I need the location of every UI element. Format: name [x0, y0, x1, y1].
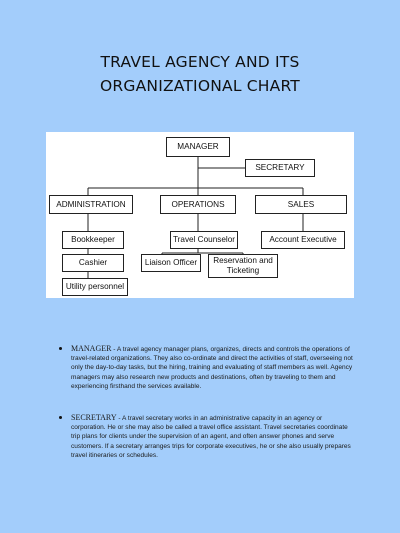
box-manager: [166, 137, 230, 157]
description-manager-text: - A travel agency manager plans, organizes, directs and controls the operations of travel-related organizations. They also co-ordinate and direct the activities of staff, overseeing not only the day-to-day tasks, but the hiring, training and evaluating of staff members as well. Agency managers may also research new products and destinations, often by traveling to them and experiencing firsthand the services available.: [71, 346, 353, 390]
box-secretary: [245, 159, 315, 177]
box-administration-label: ADMINISTRATION: [56, 199, 126, 209]
role-descriptions: [58, 344, 354, 482]
box-bookkeeper-label: Bookkeeper: [71, 235, 115, 244]
box-reservation-label-line-2: Ticketing: [226, 266, 260, 275]
description-secretary-text: - A travel secretary works in an administrative capacity in an agency or corporation. He or she may also be called a travel office assistant. Travel secretaries coordinate trip plans for clients under the supervision of an agent, and often answer phones and serve customers. If a secretary arranges trips for corporate executives, he or she also usually prepares travel itineraries or schedules.: [71, 415, 351, 459]
page-title: [0, 50, 400, 98]
description-manager-term: MANAGER: [71, 344, 112, 353]
box-administration: [49, 195, 133, 214]
title-line-2: ORGANIZATIONAL CHART: [100, 77, 300, 95]
description-manager: [58, 344, 354, 391]
description-secretary-term: SECRETARY: [71, 413, 117, 423]
box-utility-personnel: [62, 278, 128, 296]
box-operations-label: OPERATIONS: [171, 199, 225, 209]
box-liaison-officer: [141, 254, 201, 272]
bullet-dot: [59, 347, 62, 350]
box-reservation-ticketing: [208, 254, 278, 278]
box-cashier: [62, 254, 124, 272]
box-sales: [255, 195, 347, 214]
box-travel-counselor: [170, 231, 238, 249]
box-liaison-officer-label: Liaison Officer: [144, 258, 198, 267]
box-sales-label: SALES: [287, 199, 315, 209]
box-account-executive-label: Account Executive: [269, 235, 337, 244]
box-reservation-label-line-1: Reservation and: [213, 256, 273, 265]
box-manager-label: MANAGER: [177, 142, 219, 151]
box-utility-personnel-label: Utility personnel: [65, 282, 125, 291]
box-bookkeeper: [62, 231, 124, 249]
box-account-executive: [261, 231, 345, 249]
org-chart: [46, 132, 354, 298]
bullet-dot: [59, 416, 62, 419]
box-secretary-label: SECRETARY: [255, 163, 305, 172]
box-travel-counselor-label: Travel Counselor: [172, 235, 236, 244]
title-line-1: TRAVEL AGENCY AND ITS: [100, 53, 300, 71]
box-cashier-label: Cashier: [78, 258, 108, 267]
description-secretary: [58, 413, 354, 460]
box-operations: [160, 195, 236, 214]
